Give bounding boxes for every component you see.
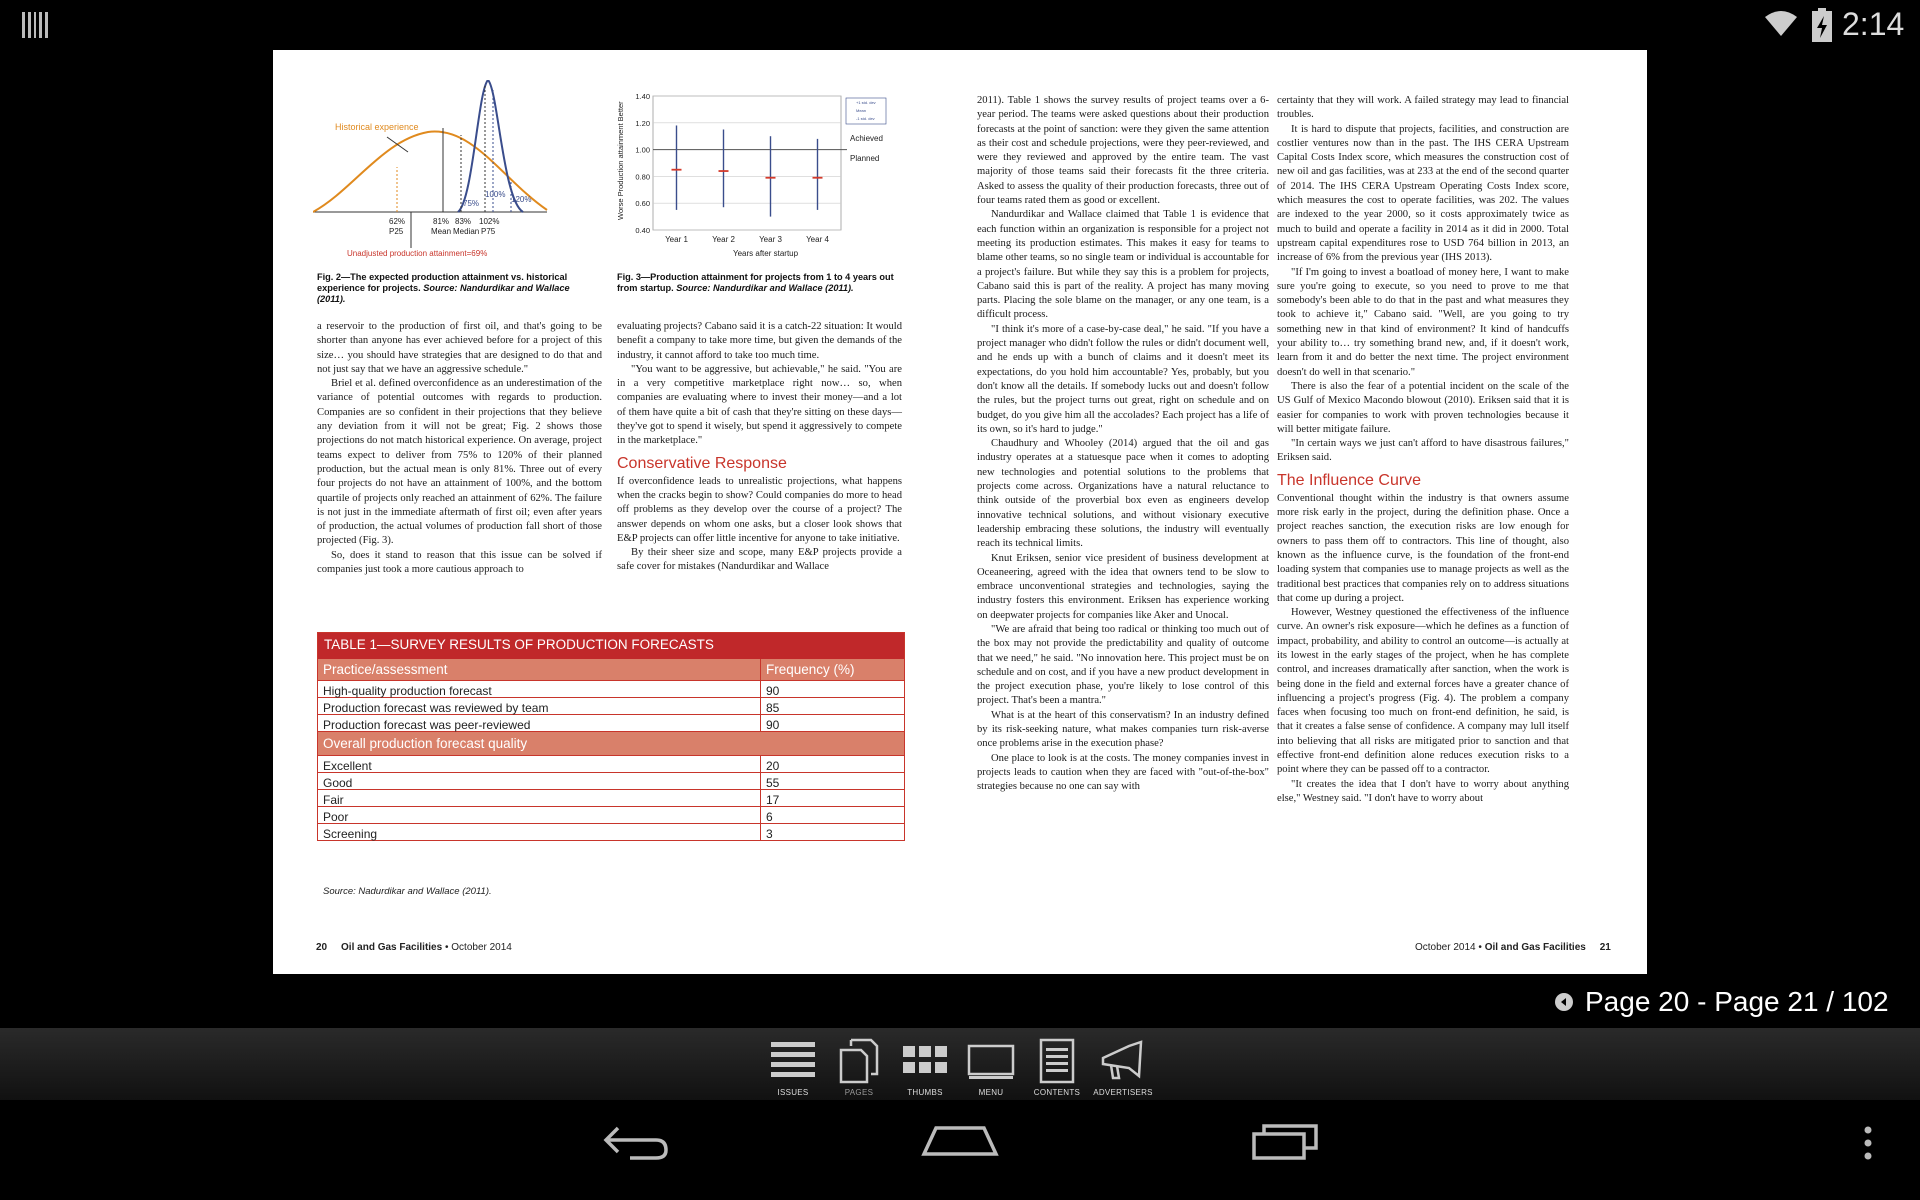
fig2-tick-median: Median <box>453 227 480 236</box>
fig3-x-tick-label: Year 4 <box>806 235 829 244</box>
toolbar-contents-button[interactable] <box>1024 1036 1090 1097</box>
magazine-spread[interactable] <box>273 50 1647 974</box>
folio-left <box>316 942 512 953</box>
toolbar-pages-button[interactable] <box>826 1036 892 1097</box>
fig3-errorbar-chart <box>613 80 893 260</box>
table-cell: Fair <box>318 790 761 806</box>
table-source: Source: Nadurdikar and Wallace (2011). <box>323 886 492 897</box>
table-cell: 3 <box>766 827 773 841</box>
back-icon[interactable] <box>600 1118 672 1168</box>
fig3-achieved-label: Achieved <box>850 134 883 143</box>
fig2-tick-62: 62% <box>389 217 406 226</box>
left-column-1 <box>317 320 602 577</box>
bottom-toolbar <box>0 1028 1920 1100</box>
paragraph: By their sheer size and scope, many E&P projects provide a safe cover for mistakes (Nandurdikar and Wallace <box>617 547 902 573</box>
menu-icon <box>967 1036 1015 1086</box>
table-cell: Good <box>318 773 761 789</box>
folio-separator: • <box>444 942 449 953</box>
home-icon[interactable] <box>920 1118 1000 1168</box>
table-survey-results <box>317 632 905 841</box>
paragraph: a reservoir to the production of first oil, and that's going to be shorter than anyone has ever achieved before for a project of this size… you should have strategies that are designed to do that and not just say that we have an aggressive schedule." <box>317 321 602 375</box>
page-indicator-text: Page 20 - Page 21 / 102 <box>1585 986 1889 1017</box>
paragraph: Conventional thought within the industry is that owners assume more risk early in the project, during the definition phase. Once a project reaches sanction, the execution risks are low enough for owners to pass them off to contractors. This line of thought, also known as the influence curve, is the foundation of the front-end loading system that companies use to manage projects as well as the traditional best practices that companies rely on to address situations that come up during a project. <box>1277 492 1569 604</box>
toolbar-label: THUMBS <box>907 1088 943 1097</box>
fig2-caption-source: Source: Nandurdikar and Wallace (2011). <box>317 283 570 304</box>
paragraph: It is hard to dispute that projects, facilities, and construction are costlier ventures now than in the past. The IHS CERA Upstream Capital Costs Index score, which measures the construction cost of new oil and gas facilities, was at 233 at the end of the second quarter of 2014. The IHS CERA Upstream Operating Costs Index score, which measures the cost to operate facilities, was 202. The values are indexed to the year 2000, so it costs approximately twice as much to build and operate a facility in 2014 as it did in 2000. Total upstream capital expenditures rose to USD 764 billion in 2013, an increase of 6% from the previous year (IHS 2013). <box>1277 123 1569 264</box>
magazine-name: Oil and Gas Facilities <box>1484 942 1586 953</box>
fig2-caption-text: Fig. 2—The expected production attainment vs. historical experience for projects. <box>317 272 568 293</box>
fig2-tick-83: 83% <box>455 217 472 226</box>
table-cell: Poor <box>318 807 761 823</box>
paragraph: certainty that they will work. A failed strategy may lead to financial troubles. <box>1277 95 1569 121</box>
fig3-y-tick-label: 0.80 <box>635 172 650 182</box>
fig3-planned-label: Planned <box>850 154 880 163</box>
paragraph: Knut Eriksen, senior vice president of business development at Oceaneering, agreed with the idea that owners tend to be slow to embrace unconventional strategies and technologies, saying the industry fosters this environment. Eriksen has experience working on deepwater projects for companies like Aker and Unocal. <box>977 552 1269 621</box>
advertisers-icon <box>1099 1036 1147 1086</box>
fig2-caption <box>317 272 572 305</box>
issue-date: October 2014 <box>451 942 512 953</box>
table-title: TABLE 1—SURVEY RESULTS OF PRODUCTION FORECASTS <box>318 633 904 659</box>
toolbar-thumbs-button[interactable] <box>892 1036 958 1097</box>
paragraph: One place to look is at the costs. The money companies invest in projects leads to caution when they are faced with "out-of-the-box" strategies because no one can say with <box>977 752 1269 793</box>
paragraph: Briel et al. defined overconfidence as an underestimation of the variance of potential outcomes with regards to production. Companies are so confident in their projections that they believe any deviation from it will not be great; Fig. 2 shows those projections do not match historical experience. On average, project teams expect to deliver from 75% to 120% of their planned production, but the actual mean is only 81%. Three out of every four projects do not have an attainment of 100%, and the bottom quartile of projects only reached an attainment of 62%. The failure is not just in the immediate aftermath of first oil; even after years of production, the actual volumes of production fall short of those projected (Fig. 3). <box>317 378 602 547</box>
table-cell: 6 <box>766 810 773 824</box>
page-indicator <box>1555 984 1889 1020</box>
paragraph: "We are afraid that being too radical or thinking too much out of the box may not provide the predictability and quality of outcome that we need," he said. "No innovation here. This project must be on schedule and on cost, and if you have a new product development in the project execution phase, you're likely to lose control of this project. That's been a mantra." <box>977 623 1269 707</box>
table-cell: 17 <box>766 793 780 807</box>
paragraph: What is at the heart of this conservatism? In an industry defined by its risk-seeking nature, what makes companies turn risk-averse once problems arise in the execution phase? <box>977 709 1269 750</box>
pages-icon <box>835 1036 883 1086</box>
fig3-x-tick-label: Year 3 <box>759 235 782 244</box>
table-row <box>318 755 904 772</box>
fig3-legend-plus: +1 std. dev <box>856 100 876 105</box>
table-cell: Excellent <box>318 756 761 772</box>
table-header-frequency: Frequency (%) <box>766 662 855 677</box>
fig2-tick-mean: Mean <box>431 227 452 236</box>
fig3-x-tick-label: Year 2 <box>712 235 735 244</box>
fig3-y-tick-label: 1.00 <box>635 145 650 155</box>
fig2-historical-label: Historical experience <box>335 122 419 132</box>
left-column-2 <box>617 320 902 575</box>
paragraph: "In certain ways we just can't afford to have disastrous failures," Eriksen said. <box>1277 438 1569 464</box>
table-subheader: Overall production forecast quality <box>318 731 904 755</box>
table-header-practice: Practice/assessment <box>318 659 761 680</box>
overflow-menu-icon[interactable] <box>1860 1118 1876 1168</box>
clock: 2:14 <box>1842 6 1905 42</box>
table-row <box>318 697 904 714</box>
right-column-2 <box>1277 94 1569 806</box>
toolbar-label: ISSUES <box>777 1088 809 1097</box>
toolbar-label: ADVERTISERS <box>1093 1088 1153 1097</box>
folio-separator: • <box>1478 942 1482 953</box>
contents-icon <box>1033 1036 1081 1086</box>
library-icon[interactable] <box>22 12 48 38</box>
fig2-unadjusted-label: Unadjusted production attainment=69% <box>347 249 488 258</box>
paragraph: Chaudhury and Whooley (2014) argued that the oil and gas industry operates at a statuesque pace when it comes to adopting new technologies and potential solutions to the problems that projects come across. Organizations have a natural reluctance to think outside of the proverbial box even as engineers develop innovative technical solutions, and without visionary executive leadership embracing these solutions, the industry will eventually reach its technical limits. <box>977 438 1269 550</box>
table-row <box>318 714 904 731</box>
fig3-caption-text: Fig. 3—Production attainment for projects from 1 to 4 years out from startup. <box>617 272 894 293</box>
paragraph: Nandurdikar and Wallace claimed that Table 1 is evidence that each function within an organization is responsible for a project not meeting its production estimates. This makes it easy for teams to blame other teams, so no single team or individual is accountable for a project's failure. But while they say this is a problem for projects, Cabano said this is part of the reality. A project has many moving parts. Placing the sole blame on the manager, or any one team, is a difficult process. <box>977 209 1269 321</box>
fig2-tick-102: 102% <box>479 217 500 226</box>
thumbs-icon <box>901 1036 949 1086</box>
right-column-1 <box>977 94 1269 795</box>
page-20 <box>273 50 960 974</box>
paragraph: However, Westney questioned the effectiveness of the influence curve. An owner's risk exposure—which he defines as a function of impact, probability, and ability to control an outcome—is actually at its lowest in the early stages of the project, when he has complete control, and increases dramatically after sanction, when the work is being done in the field and external forces have a greater chance of influencing a project's progress (Fig. 4). The problem a company faces when focusing too much on front-end definition, he said, is that it creates a false sense of confidence. A company may lull itself into believing that all risks are mitigated prior to sanction and that effective front-end definition alone reduces execution risks to a point where they can be passed off to a contractor. <box>1277 607 1569 776</box>
fig3-x-axis-label: Years after startup <box>733 249 799 258</box>
paragraph: "I think it's more of a case-by-case deal," he said. "If you have a project manager who didn't follow the rules or didn't document well, and he ends up with a bunch of claims and it doesn't meet its expectations, do you hold him accountable? Yes, probably, but you don't know all the details. If somebody lucks out and doesn't follow the rules, but the project turns out great, right on schedule and on budget, do you give him all the accolades? Each project has a life of its own, so it's hard to judge." <box>977 323 1269 435</box>
table-row <box>318 680 904 697</box>
paragraph: "If I'm going to invest a boatload of money here, I want to make sure you're going to execute, so you need to prove to me that somebody's been able to do that in the past and what measures they took to achieve it," Cabano said. "Well, are you going to try something new in that kind of environment? It kind of handcuffs your ability to… try something brand new, and, if it doesn't work, learn from it and do better the next time. The project environment doesn't do well in that scenario." <box>1277 266 1569 378</box>
fig3-y-tick-label: 1.40 <box>635 92 650 101</box>
fig2-pct-75: 75% <box>463 199 480 208</box>
system-nav-bar <box>0 1100 1920 1200</box>
fig2-tick-81: 81% <box>433 217 450 226</box>
table-cell: 55 <box>766 776 780 790</box>
page-number: 21 <box>1599 942 1611 953</box>
paragraph: "It creates the idea that I don't have to worry about anything else," Westney said. "I don't have to worry about <box>1277 778 1569 804</box>
table-row <box>318 823 904 840</box>
recent-apps-icon[interactable] <box>1250 1118 1322 1168</box>
table-header <box>318 659 904 680</box>
fig3-caption <box>617 272 912 294</box>
paragraph: "You want to be aggressive, but achievable," he said. "You are in a very competitive marketplace right now… so, when companies are evaluating where to invest their money—and a lot of them have quite a bit of cash that they're sitting on these days—they've got to spend it wisely, but spend it aggressively to compete in the marketplace." <box>617 363 902 447</box>
fig3-x-tick-label: Year 1 <box>665 235 688 244</box>
folio-right <box>1415 942 1611 953</box>
fig2-tick-p25: P25 <box>389 227 404 236</box>
table-row <box>318 772 904 789</box>
issues-icon <box>769 1036 817 1086</box>
toolbar-label: CONTENTS <box>1033 1088 1081 1097</box>
fig3-y-tick-label: 0.60 <box>635 199 650 209</box>
section-heading-conservative-response: Conservative Response <box>617 454 787 472</box>
wifi-icon <box>1764 8 1798 38</box>
toolbar-issues-button[interactable] <box>760 1036 826 1097</box>
toolbar-label: MENU <box>978 1088 1004 1097</box>
fig2-tick-p75: P75 <box>481 227 496 236</box>
fig3-legend-minus: -1 std. dev <box>856 116 875 121</box>
table-cell: Production forecast was peer-reviewed <box>318 715 761 731</box>
page-number: 20 <box>316 942 328 953</box>
paragraph: So, does it stand to reason that this issue can be solved if companies just took a more cautious approach to <box>317 549 602 576</box>
toolbar-menu-button[interactable] <box>958 1036 1024 1097</box>
fig3-y-tick-label: 0.40 <box>635 226 650 235</box>
paragraph: 2011). Table 1 shows the survey results of project teams over a 6-year period. The teams were asked questions about their production forecasts at the point of sanction: were they given the same attention as their cost and schedule projections, were they peer-reviewed, and were they reviewed and approved by the entire team. The vast majority of those teams said their forecasts fit the three criteria. Asked to assess the quality of their production forecasts, three out of four teams rated them as good or excellent. <box>977 95 1269 207</box>
table-row <box>318 789 904 806</box>
paragraph: If overconfidence leads to unrealistic projections, what happens when the cracks begin to show? Could companies do more to head off problems as they develop over the course of a project? The answer depends on whom one asks, but a closer look shows that E&P projects can offer little incentive for anyone to take initiative. <box>617 475 902 544</box>
fig2-pct-120: 120% <box>511 195 532 204</box>
table-cell: 90 <box>766 718 780 732</box>
table-cell: 85 <box>766 701 780 715</box>
table-cell: High-quality production forecast <box>318 681 761 697</box>
table-row <box>318 806 904 823</box>
paragraph: evaluating projects? Cabano said it is a catch-22 situation: It would benefit a company to take more time, but given the demands of the industry, it cannot afford to take too much time. <box>617 321 902 361</box>
magazine-name: Oil and Gas Facilities <box>341 942 443 953</box>
fig3-y-tick-label: 1.20 <box>635 118 650 128</box>
battery-charging-icon <box>1812 8 1832 42</box>
table-cell: Production forecast was reviewed by team <box>318 698 761 714</box>
table-cell: Screening <box>318 824 761 840</box>
section-heading-influence-curve: The Influence Curve <box>1277 471 1422 489</box>
fig3-legend-mean: Mean <box>856 108 867 113</box>
fig3-y-axis-label: Worse Production attainment Better <box>616 101 625 220</box>
paragraph: There is also the fear of a potential incident on the scale of the US Gulf of Mexico Macondo blowout (2010). Eriksen said that it is easier for companies to work with proven technologies because it will better mitigate failure. <box>1277 380 1569 435</box>
fig3-caption-source: Source: Nandurdikar and Wallace (2011). <box>676 283 854 293</box>
toolbar-label: PAGES <box>844 1088 874 1097</box>
fig3-plot-frame <box>653 96 841 230</box>
previous-page-icon[interactable] <box>1555 993 1573 1011</box>
page-21 <box>960 50 1647 974</box>
table-cell: 20 <box>766 759 780 773</box>
fig2-pct-100: 100% <box>485 190 506 199</box>
toolbar-advertisers-button[interactable] <box>1090 1036 1156 1097</box>
status-bar <box>0 0 1920 50</box>
issue-date: October 2014 <box>1415 942 1476 953</box>
table-cell: 90 <box>766 684 780 698</box>
